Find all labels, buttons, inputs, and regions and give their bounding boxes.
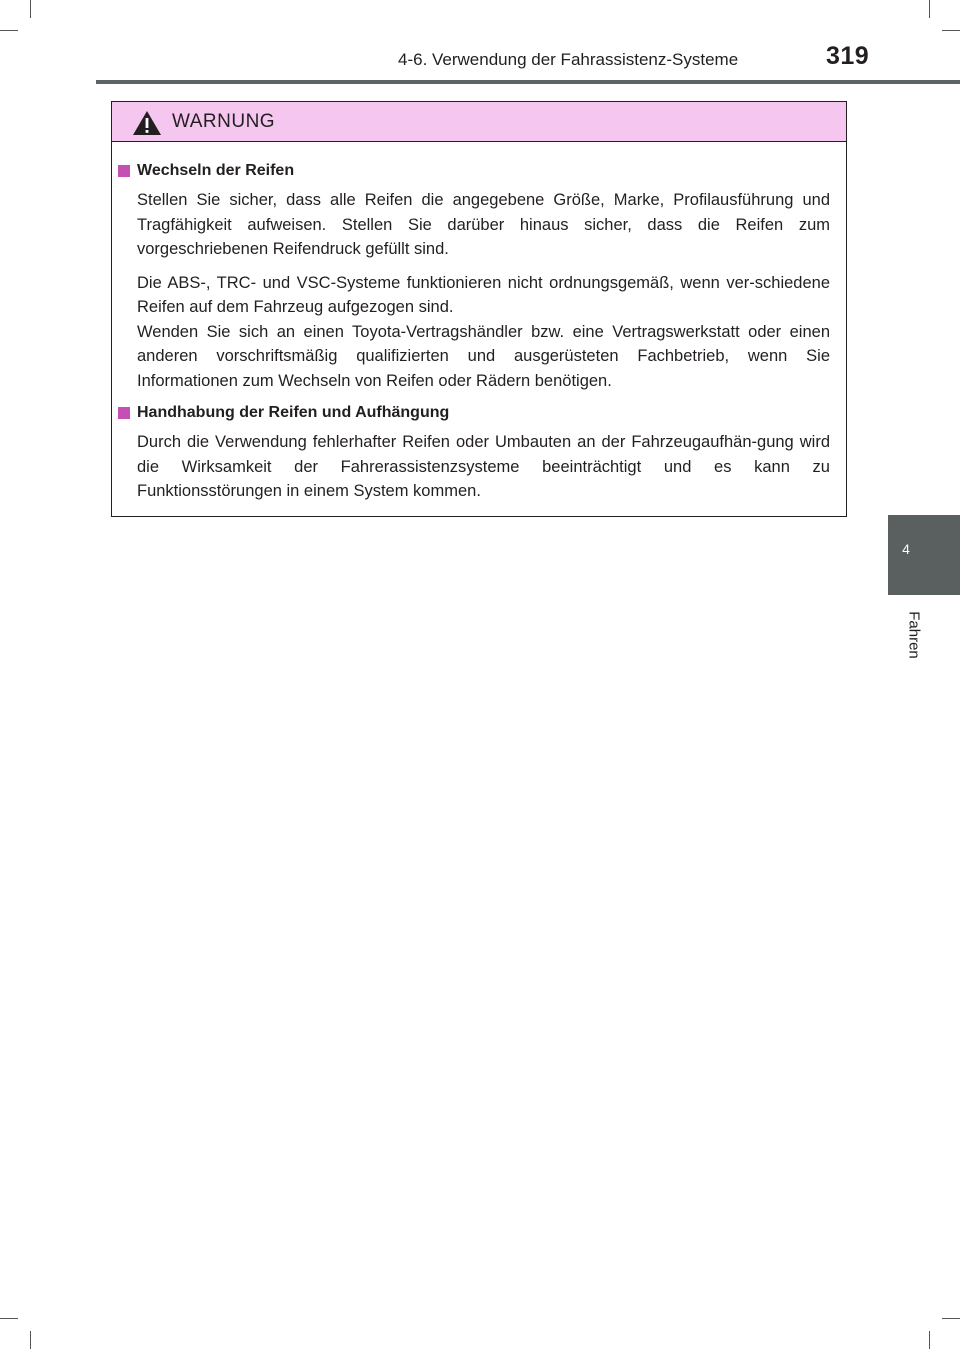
header-rule [96, 80, 960, 84]
crop-mark [942, 1318, 960, 1319]
section-heading-text: Wechseln der Reifen [137, 162, 295, 179]
warning-section [118, 159, 830, 393]
paragraph: Stellen Sie sicher, dass alle Reifen die angegebene Größe, Marke, Profilausführung und Tragfähigkeit aufweisen. Stellen Sie darüber hinaus sicher, dass die Reifen zum vorgeschriebenen Reifendruck gefüllt sind. [137, 191, 830, 258]
warning-body [112, 142, 846, 504]
warning-header [112, 102, 846, 142]
running-header-title: 4-6. Verwendung der Fahrassistenz-Systeme [398, 50, 739, 69]
crop-mark [929, 1331, 930, 1349]
chapter-label-text: Fahren [905, 611, 923, 659]
square-bullet-icon [118, 407, 130, 419]
page-number: 319 [826, 42, 870, 70]
square-bullet-icon [118, 165, 130, 177]
chapter-tab [888, 515, 960, 595]
crop-mark [929, 0, 930, 18]
warning-section [118, 401, 830, 504]
paragraph: Die ABS-, TRC- und VSC-Systeme funktionieren nicht ordnungsgemäß, wenn ver-schiedene Reifen auf dem Fahrzeug aufgezogen sind. Wenden Sie sich an einen Toyota-Vertragshändler bzw. eine Vertragswerkstatt oder einen anderen vorschriftsmäßig qualifizierten und ausgerüsteten Fachbetrieb, wenn Sie Informationen zum Wechseln von Reifen oder Rädern benötigen. [137, 273, 830, 390]
chapter-label [904, 605, 924, 665]
section-heading [118, 401, 830, 425]
crop-mark [30, 0, 31, 18]
chapter-number: 4 [902, 541, 910, 557]
crop-mark [30, 1331, 31, 1349]
section-heading [118, 159, 830, 183]
warning-box [111, 101, 847, 517]
crop-mark [942, 30, 960, 31]
warning-triangle-icon [132, 110, 162, 136]
section-heading-text: Handhabung der Reifen und Aufhängung [137, 404, 450, 421]
paragraph: Durch die Verwendung fehlerhafter Reifen oder Umbauten an der Fahrzeugaufhän-gung wird die Wirksamkeit der Fahrerassistenzsysteme beeinträchtigt und es kann zu Funktionsstörungen in einem System kommen. [137, 433, 830, 500]
crop-mark [0, 1318, 18, 1319]
warning-title: WARNUNG [172, 111, 276, 132]
crop-mark [0, 30, 18, 31]
